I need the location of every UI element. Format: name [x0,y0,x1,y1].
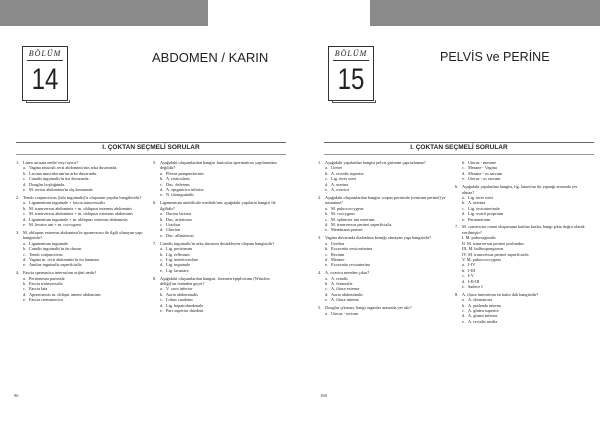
question-number: 1. [318,160,322,165]
option-text: M. transversus abdominis + m. obliquus internus abdominis [29,205,133,211]
option-text: Ligamentum inguinale + fascia transversalis [29,200,106,206]
option-text: I-III [468,267,476,273]
answer-option [455,176,587,181]
question-item [318,235,450,267]
question-item [318,305,450,316]
option-text: Pars superior duodeni [166,308,204,314]
option-text: Lig. lacunare [166,267,189,273]
option-letter: c. [325,251,328,257]
question-text: Fascia spermatica interna'nın orijini nedir? [23,270,97,276]
option-text: I-V [468,273,474,279]
question-number: 7. [153,240,157,246]
question-item [455,224,587,289]
option-text: Lig. reflexum [166,251,190,257]
option-letter: a. [23,165,26,171]
option-letter: b. [160,176,164,182]
question-number: 5. [153,160,157,165]
option-letter: d. [462,211,466,217]
option-text: Lobus caudatus [166,297,193,303]
option-letter: c. [23,286,26,292]
option-letter: a. [23,200,26,206]
option-text: Lig. hepatoduodenale [166,302,204,308]
question-item [16,230,148,268]
option-text: Sadece I [468,283,483,289]
option-letter: e. [160,267,163,273]
chapter-title: PELVİS ve PERİNE [440,50,550,64]
option-text: A. femoralis [331,281,353,287]
option-text: Mesane - Vagina [468,165,497,171]
question-item [153,241,285,273]
option-letter: d. [23,256,27,262]
option-text: Anulus inguinalis superficialis [29,262,82,268]
option-letter: b. [160,251,164,257]
option-text: Canalis inguinalis'in ön duvarı [29,246,82,252]
option-text: Lig. ovarii proprium [468,211,504,217]
option-text: Ligamentum inguinale [29,240,69,246]
question-item [455,292,587,324]
question-head [318,195,450,206]
question-number: 2. [318,194,322,200]
option-letter: d. [160,302,164,308]
option-letter: d. [462,313,466,319]
question-text: Aşağıdaki yapılardan hangisi, lig. latum'un iki yaprağı arasında yer almaz? [462,184,578,195]
option-letter: e. [462,216,465,222]
option-text: Lig. interfoveolare [166,256,199,262]
option-letter: c. [23,176,26,182]
option-letter: b. [462,267,466,273]
question-text: M. constrictor cunni oluşumuna katılan kaslar, hangi şıkta doğru olarak verilmiştir? [462,224,585,235]
option-text: Chorion [166,227,181,233]
question-text: Aşağıdaki yapılardan hangisi pelvis girimini çaprazlamaz? [325,160,426,165]
option-text: N. ilioinguinalis [166,192,194,198]
option-letter: b. [23,281,27,287]
option-letter: a. [325,240,328,246]
chapter-label: BÖLÜM [28,49,62,58]
question-column [455,160,587,327]
chapter-box [328,46,374,101]
answer-option [318,227,450,232]
option-text: Ductus lacteus [166,211,192,217]
question-number: 1. [16,160,20,165]
option-letter: c. [160,181,163,187]
option-letter: c. [462,273,465,279]
option-letter: a. [160,286,163,292]
option-letter: e. [462,283,465,289]
page-number: 96 [14,393,19,398]
question-text: M. obliquus externus abdominis'in aponevrozu ile ilgili olmayan yapı hangisidir? [23,229,143,241]
option-text: Lig. pectineum [166,246,193,252]
question-text: Ligamentum umbilicale mediale'nin, aşağıdaki yapıların hangisi ile ilgilidir? [160,200,276,211]
option-letter: c. [325,176,328,182]
option-text: Excavatio vesicouterina [331,246,373,252]
answer-option [16,222,148,227]
option-letter: c. [325,286,328,292]
option-text: Duc. deferens [166,181,190,187]
question-item [455,160,587,182]
answer-option [318,262,450,267]
option-letter: c. [23,211,26,217]
option-letter: e. [23,187,26,193]
option-letter: d. [160,187,164,193]
option-letter: a. [23,275,26,281]
option-letter: e. [160,232,163,238]
option-text: Fascia lata [29,286,48,292]
question-head [153,160,285,171]
option-letter: e. [325,187,328,193]
question-head [455,224,587,235]
option-text: Plexus pampiniformis [166,170,204,176]
option-text: M. rectus abdominis'in dış kenarında. [29,187,94,193]
option-letter: a. [23,240,26,246]
option-text: A. epigastrica inferior [166,187,204,193]
question-text: Douglas çıkmazı, hangi organlar arasında yer alır? [325,305,412,311]
option-letter: b. [325,211,329,217]
option-text: M. transversus perinei superficialis [331,221,392,227]
option-letter: a. [462,262,465,268]
option-text: M. levator ani + m. coccygeus [29,221,82,227]
option-text: Tendo conjunctivus [29,251,63,257]
option-letter: c. [325,216,328,222]
question-text: Linea arcuata nedir/ neyi ayırır? [23,160,79,165]
left-page [0,0,292,423]
option-text: Membrana perinei [331,227,363,233]
option-text: Lig. teres uteri [468,194,494,200]
question-number: 2. [16,194,20,200]
question-item [318,195,450,233]
header-band [308,0,600,26]
question-number: 8. [153,275,157,281]
question-item [153,276,285,314]
option-letter: d. [325,256,329,262]
question-number: 7. [455,224,459,230]
roman-item: II. M. transversus perinei profundus [462,240,524,246]
answer-option [455,217,587,222]
question-text: Aşağıdaki oluşumlardan hangisi corpus perineale (centrum perinei)'ye tutunmaz? [325,194,446,206]
option-text: Duc. arteriosus [166,216,193,222]
question-head [16,230,148,241]
option-text: M. pubococcygeus [331,205,364,211]
option-text: Lacuna musculorum'un arka duvarında. [29,170,98,176]
option-letter: e. [462,318,465,324]
option-text: Excavatio rectouterina [331,262,370,268]
option-text: Uterus - rectum [331,310,358,316]
option-text: Aponeurosis m. obliqui interni abdominis [29,291,101,297]
option-text: A. renalis [331,275,348,281]
option-letter: a. [462,297,465,303]
option-text: A. obturatoria [468,297,493,303]
answer-option [455,284,587,289]
option-text: Lig. inguinale [166,262,191,268]
option-letter: a. [160,211,163,217]
option-text: A. uterina [331,181,349,187]
chapter-title: ABDOMEN / KARIN [152,50,269,65]
option-text: A. glutea superior [468,308,499,314]
option-letter: b. [325,170,329,176]
option-letter: e. [325,297,328,303]
option-text: A. rectalis media [468,318,498,324]
question-item [16,195,148,227]
option-letter: b. [325,246,329,252]
option-text: Vagina musculi recti abdominis'nin arka duvarında. [29,165,118,171]
option-text: Douglas boşluğunda. [29,181,66,187]
option-text: Uterus - os sacrum [468,176,501,182]
option-letter: d. [325,181,329,187]
roman-item: III. M. bulbospongiosus [462,246,504,252]
chapter-label: BÖLÜM [334,49,368,58]
option-text: I-II-III [468,278,480,284]
question-number: 4. [318,270,322,276]
section-title: I. ÇOKTAN SEÇMELİ SORULAR [410,144,508,151]
option-text: Urethra [331,240,345,246]
option-letter: d. [160,262,164,268]
option-letter: c. [160,297,163,303]
option-letter: b. [23,170,27,176]
option-text: Lig. teres uteri [331,176,357,182]
option-text: Uterus - mesane [468,160,496,165]
roman-item: I. M. pubovaginalis [462,235,496,241]
question-item [318,160,450,192]
option-letter: b. [462,160,466,165]
option-text: M. transversus abdominis + m. obliquus externus abdominis [29,211,133,217]
option-letter: c. [462,205,465,211]
question-item [318,270,450,302]
answer-option [153,192,285,197]
option-letter: b. [325,281,329,287]
answer-option [153,268,285,273]
option-text: Rectum [331,251,345,257]
option-letter: c. [160,221,163,227]
option-text: Canalis inguinalis'in üst duvarında. [29,176,90,182]
question-number: 6. [455,184,459,190]
option-letter: a. [160,170,163,176]
option-text: Ureter [331,165,342,171]
page-number: 108 [320,393,327,398]
option-letter: c. [462,165,465,171]
answer-option [153,233,285,238]
question-column [153,160,285,316]
question-item [16,160,148,192]
chapter-box [22,46,68,101]
option-letter: a. [325,275,328,281]
roman-item: V. M. puboccoccygeus [462,256,502,262]
option-text: A. ovarica [331,187,349,193]
question-number: 3. [16,229,20,235]
option-letter: a. [160,246,163,252]
chapter-number: 14 [31,63,59,96]
question-number: 3. [318,235,322,241]
roman-item: IV. M. transversus perinei superficialis [462,251,529,257]
question-head [455,184,587,195]
option-letter: a. [325,205,328,211]
question-item [16,270,148,302]
question-item [153,200,285,238]
question-number: 4. [16,270,20,276]
option-letter: d. [23,216,27,222]
answer-option [318,187,450,192]
question-item [153,160,285,198]
question-text: A. ovarica nereden çıkar? [325,270,370,276]
question-item [455,184,587,222]
option-letter: e. [160,192,163,198]
answer-option [318,311,450,316]
right-page [308,0,600,423]
option-letter: e. [462,176,465,182]
gutter [292,0,308,423]
option-text: Fascia transversalis [29,281,63,287]
section-title: I. ÇOKTAN SEÇMELİ SORULAR [102,144,200,151]
option-letter: e. [325,227,328,233]
option-letter: d. [462,170,466,176]
option-text: A. rectalis superior [331,170,364,176]
option-text: Parametrium [468,216,491,222]
answer-option [153,308,285,313]
option-text: M. sphincter ani externus [331,216,375,222]
answer-option [455,319,587,324]
option-letter: e. [23,262,26,268]
option-letter: b. [462,200,466,206]
option-letter: b. [462,302,466,308]
header-band [0,0,292,26]
option-letter: b. [160,216,164,222]
question-head [153,276,285,287]
option-letter: c. [462,308,465,314]
question-text: Aşağıdaki oluşumlardan hangisi, foramen epiploicum (Winslow deliği)'un önünden geçer? [160,275,271,287]
question-column [16,160,148,305]
option-letter: e. [325,262,328,268]
answer-option [318,297,450,302]
option-letter: d. [462,278,466,284]
option-text: Ligamentum inguinale + m. obliquus externus abdominis [29,216,128,222]
option-letter: e. [23,221,26,227]
question-text: Canalis inguinalis'in arka duvarını destekleyen oluşum hangisidir? [160,240,275,246]
question-text: Tendo conjunctivus (falx inguinalis)'u oluşturan yapılar hangileridir? [23,194,142,200]
option-letter: d. [23,181,27,187]
option-letter: a. [462,194,465,200]
option-letter: c. [23,251,26,257]
option-letter: d. [160,227,164,233]
question-number: 5. [318,305,322,311]
option-letter: a. [325,165,328,171]
option-text: M. coccygeus [331,211,355,217]
option-letter: b. [23,246,27,252]
option-text: A. glutea inferior [468,313,498,319]
answer-option [16,297,148,302]
option-letter: d. [325,291,329,297]
option-letter: e. [160,308,163,314]
option-letter: d. [23,291,27,297]
option-text: Duc. allantoicus [166,232,194,238]
option-text: A. iliaca externa [331,286,360,292]
option-letter: b. [23,205,27,211]
question-text: Vagina duvarında diafradma kemiği olmayan yapı hangisidir? [325,235,432,241]
question-number: 8. [455,291,459,297]
option-text: Urachus [166,221,181,227]
option-text: Peritoneum parietale [29,275,65,281]
option-text: Mesane [331,256,345,262]
option-text: A. iliaca interna [331,297,359,303]
question-text: A. iliaca interna'nın en kalın dalı hangisidir? [462,291,539,297]
answer-option [16,187,148,192]
option-text: Fascia cremasterica [29,297,63,303]
question-text: Aşağıdaki oluşumlardan hangisi funiculus spermaticus yapılarından değildir? [160,160,277,171]
option-text: V. cava inferior [166,286,193,292]
option-text: A. uterina [468,200,486,206]
option-letter: a. [325,310,328,316]
option-letter: d. [325,221,329,227]
answer-option [16,262,148,267]
option-text: Aorta abdominalis [331,291,363,297]
option-letter: b. [160,291,164,297]
option-letter: e. [23,297,26,303]
option-text: Vagina m. recti abdominis'in ön laminası [29,256,100,262]
question-number: 6. [153,200,157,206]
option-text: Aorta abdominalis [166,291,198,297]
option-text: Lig. rectouterinale [468,205,500,211]
chapter-number: 15 [337,63,365,96]
option-text: A. testicularis [166,176,190,182]
option-letter: c. [160,256,163,262]
option-text: I-IV [468,262,476,268]
question-head [153,200,285,211]
question-column [318,160,450,318]
option-text: A. pudenda interna [468,302,501,308]
option-text: Mesane - os sacrum [468,170,503,176]
